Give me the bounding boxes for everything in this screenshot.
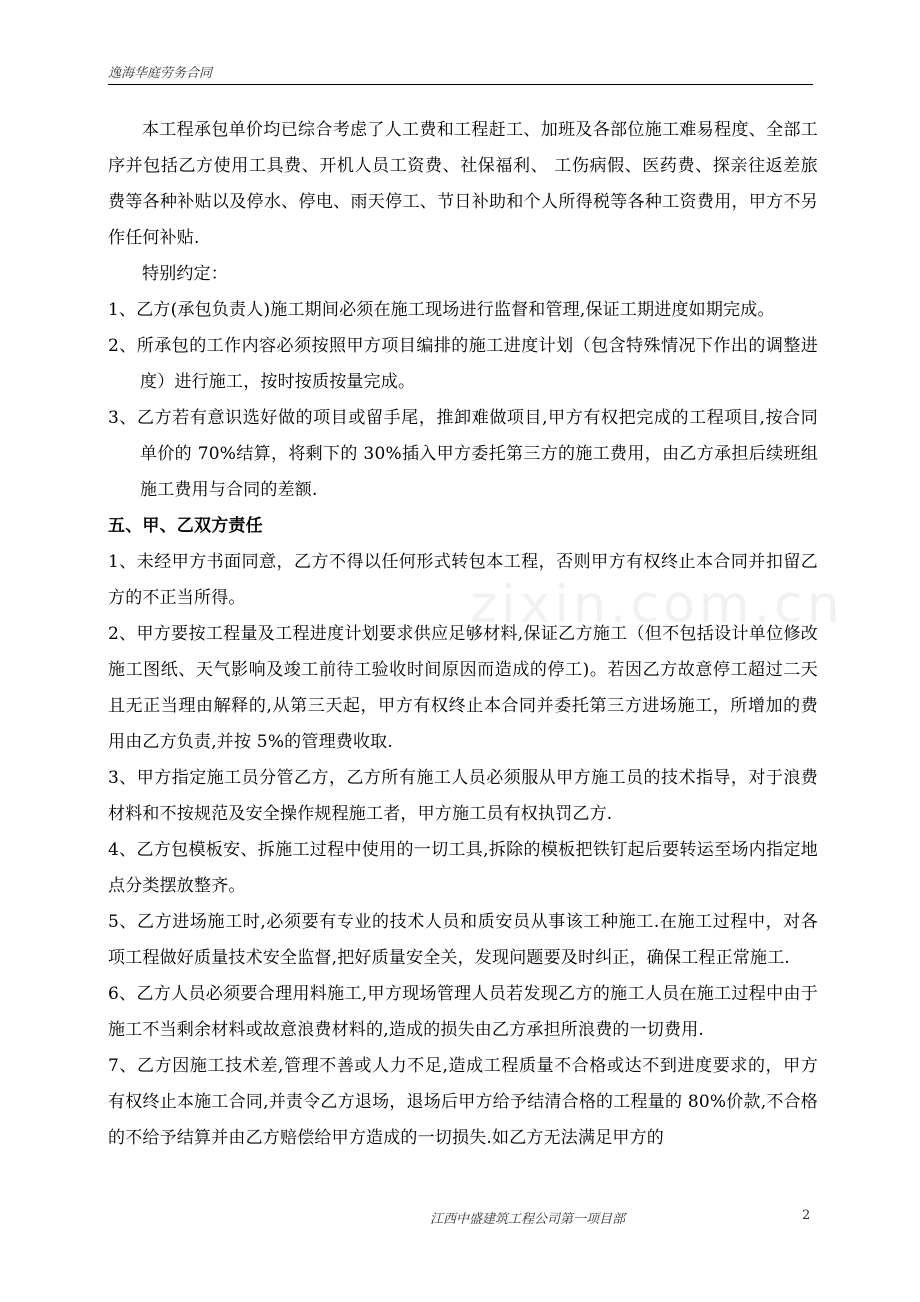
responsibility-item: 2、甲方要按工程量及工程进度计划要求供应足够材料,保证乙方施工（但不包括设计单位修改施工图纸、天气影响及竣工前待工验收时间原因而造成的停工)。若因乙方故意停工超过二天且无正当理由解释的,从第三天起，甲方有权终止本合同并委托第三方进场施工，所增加的费用由乙方负责,并按 5%的管理费收取. [108,624,818,752]
responsibility-item: 1、未经甲方书面同意，乙方不得以任何形式转包本工程，否则甲方有权终止本合同并扣留乙方的不正当所得。 [108,552,818,608]
special-term-item: 2、所承包的工作内容必须按照甲方项目编排的施工进度计划（包含特殊情况下作出的调整进度）进行施工，按时按质按量完成。 [108,336,818,392]
special-term-item: 1、乙方(承包负责人)施工期间必须在施工现场进行监督和管理,保证工期进度如期完成。 [108,300,775,320]
page-number: 2 [802,1208,811,1223]
running-header: 逸海华庭劳务合同 [108,66,213,81]
responsibility-item: 6、乙方人员必须要合理用料施工,甲方现场管理人员若发现乙方的施工人员在施工过程中由于施工不当剩余材料或故意浪费材料的,造成的损失由乙方承担所浪费的一切费用. [108,984,818,1040]
document-body [108,112,818,1156]
section-heading: 五、甲、乙双方责任 [108,516,263,536]
watermark: zixin.com.cn [470,575,844,635]
responsibility-item: 5、乙方进场施工时,必须要有专业的技术人员和质安员从事该工种施工.在施工过程中，对各项工程做好质量技术安全监督,把好质量安全关，发现问题要及时纠正，确保工程正常施工. [108,912,818,968]
responsibility-item: 3、甲方指定施工员分管乙方，乙方所有施工人员必须服从甲方施工员的技术指导，对于浪费材料和不按规范及安全操作规程施工者，甲方施工员有权执罚乙方. [108,768,818,824]
responsibility-item: 7、乙方因施工技术差,管理不善或人力不足,造成工程质量不合格或达不到进度要求的，甲方有权终止本施工合同,并责令乙方退场，退场后甲方给予结清合格的工程量的 80%价款,不合格的不给予结算并由乙方赔偿给甲方造成的一切损失.如乙方无法满足甲方的 [108,1056,818,1148]
footer-company: 江西中盛建筑工程公司第一项目部 [430,1212,626,1227]
special-term-item: 3、乙方若有意识选好做的项目或留手尾，推卸难做项目,甲方有权把完成的工程项目,按合同单价的 70%结算，将剩下的 30%插入甲方委托第三方的施工费用，由乙方承担后续班组施工费用与合同的差额. [108,408,818,500]
header-rule [108,84,813,85]
intro-paragraph: 本工程承包单价均已综合考虑了人工费和工程赶工、加班及各部位施工难易程度、全部工序并包括乙方使用工具费、开机人员工资费、社保福利、 工伤病假、医药费、探亲往返差旅费等各种补贴以及停水、停电、雨天停工、节日补助和个人所得税等各种工资费用，甲方不另作任何补贴. [108,120,818,248]
special-terms-title: 特别约定： [142,264,228,284]
responsibility-item: 4、乙方包模板安、拆施工过程中使用的一切工具,拆除的模板把铁钉起后要转运至场内指定地点分类摆放整齐。 [108,840,818,896]
